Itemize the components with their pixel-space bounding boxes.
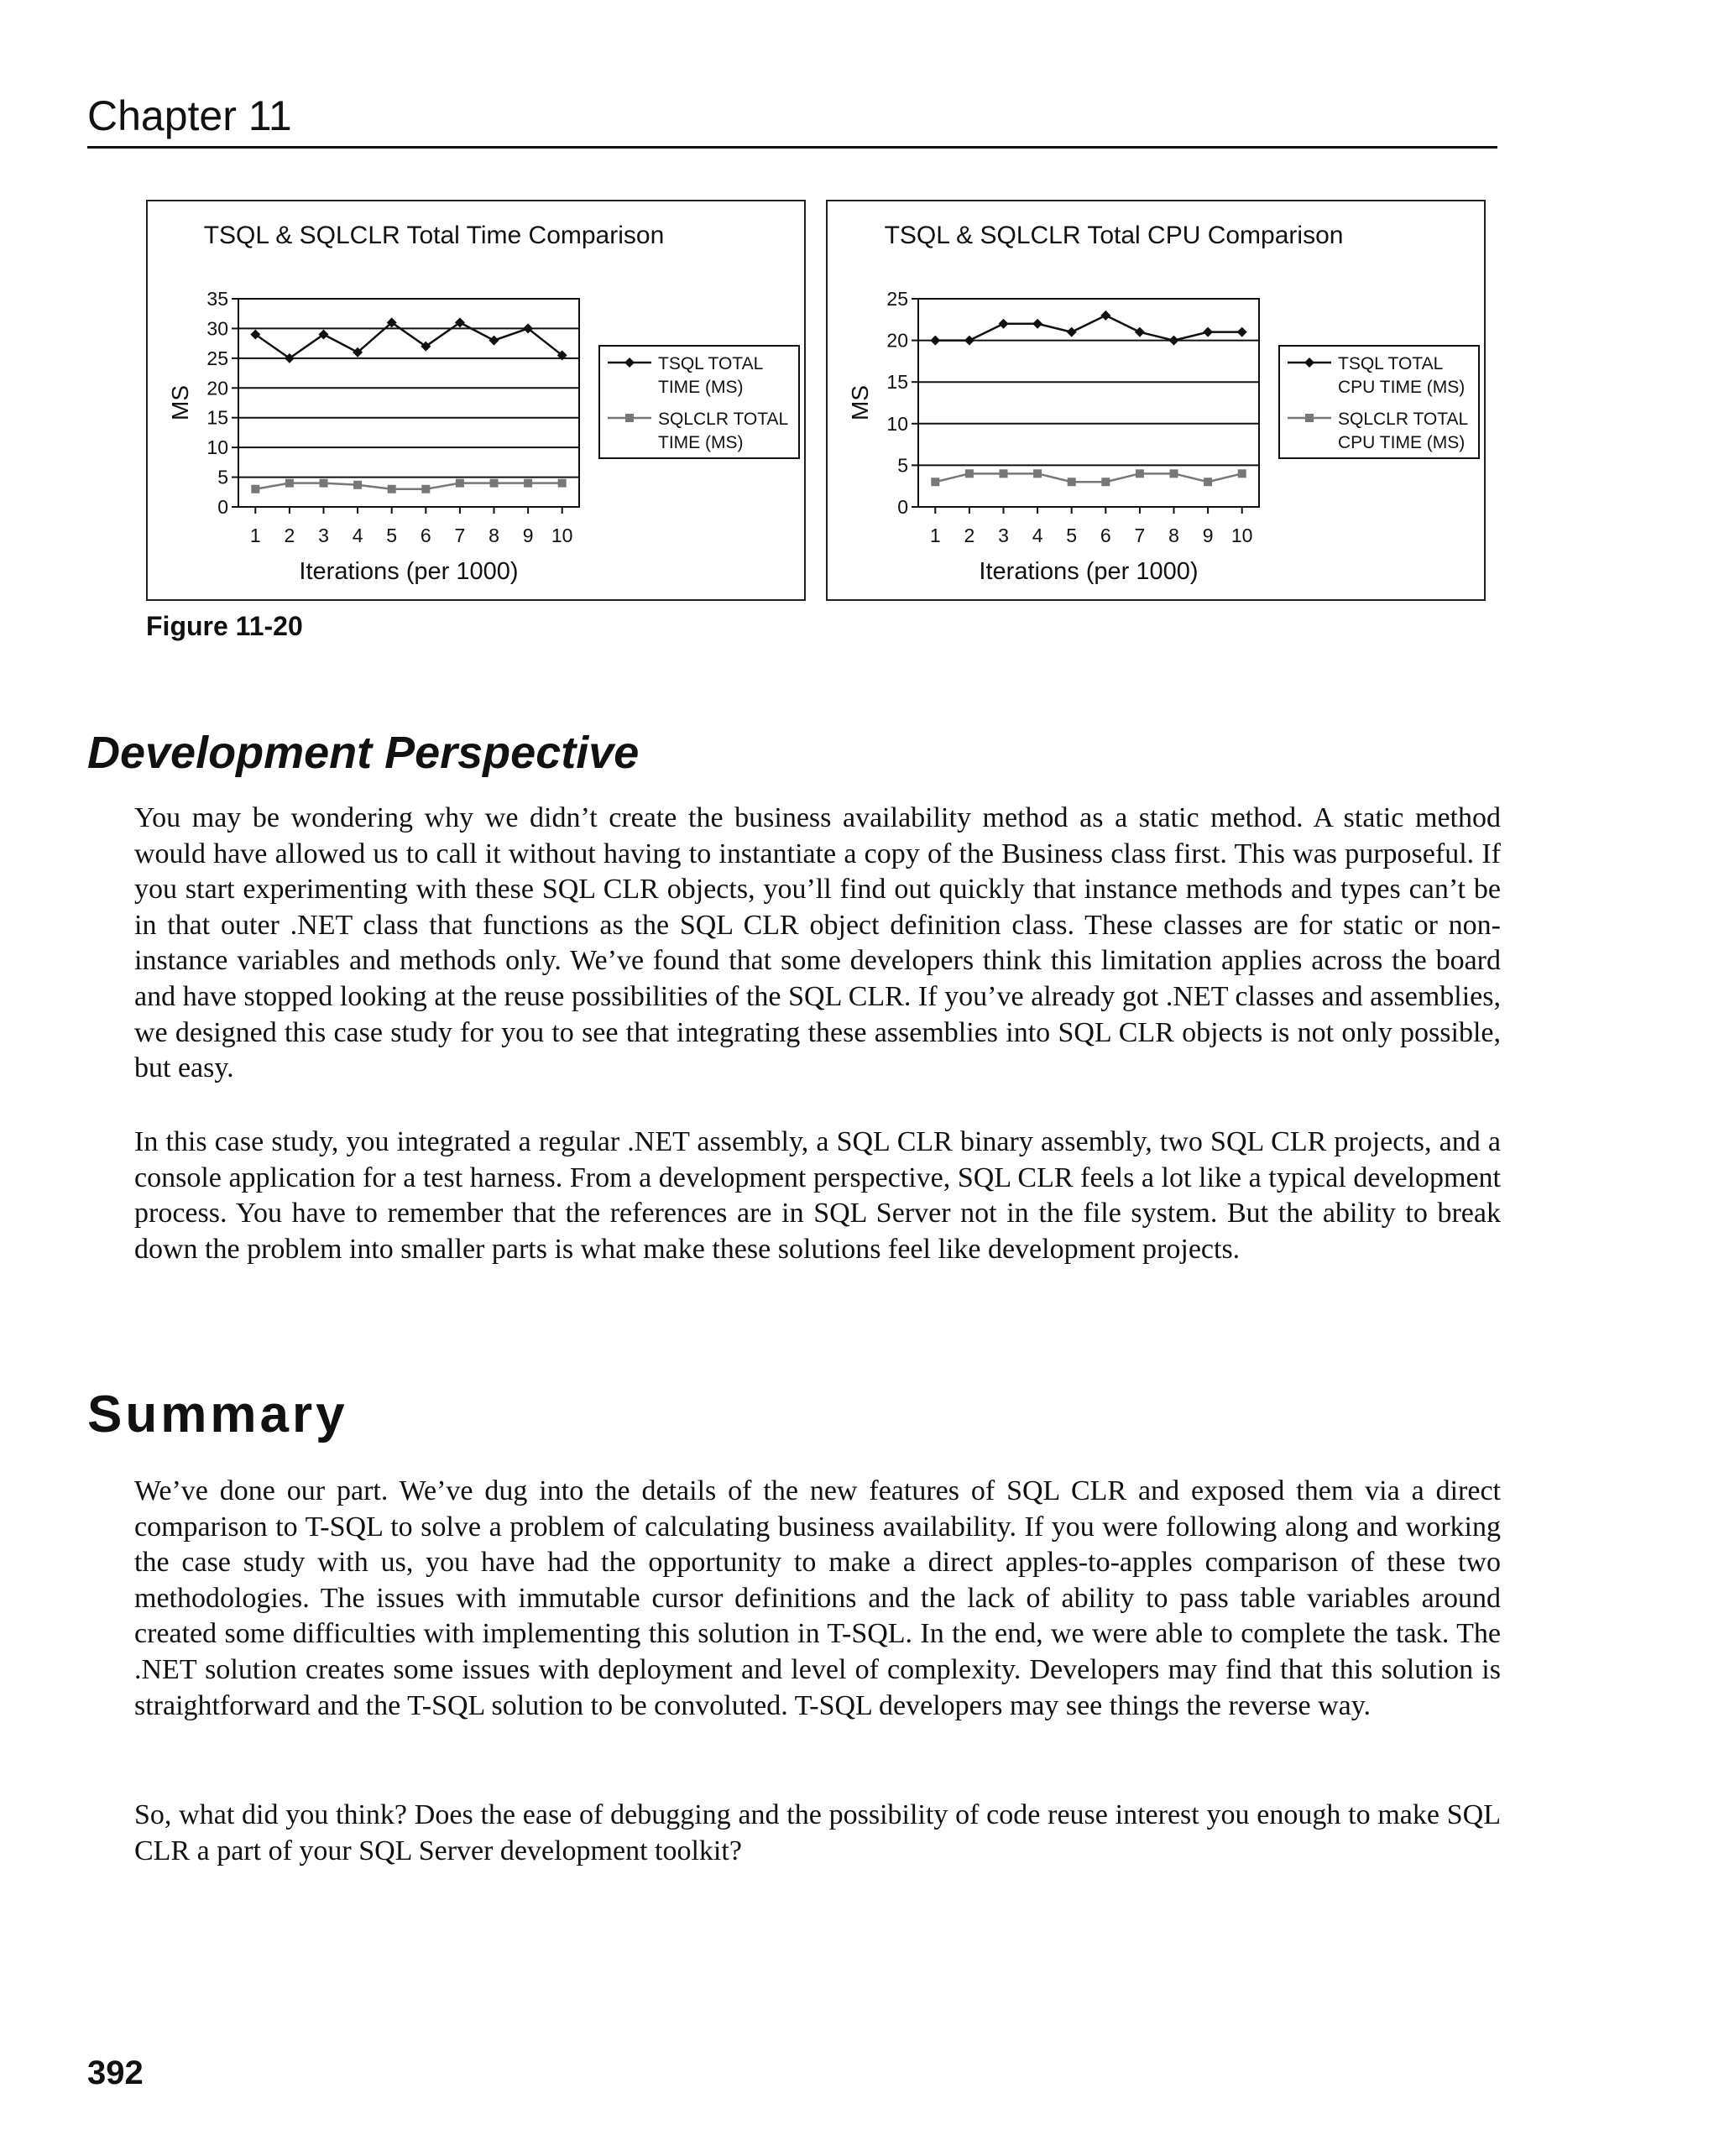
y-tick-label-1-3: 15 (886, 371, 908, 394)
data-point-0-1-3 (353, 481, 362, 489)
x-tick-label-0-3: 4 (352, 525, 363, 546)
section-heading-summary: Summary (87, 1386, 348, 1443)
section-heading-development: Development Perspective (87, 728, 640, 778)
data-point-1-0-3 (1032, 319, 1042, 329)
chapter-header: Chapter 11 (87, 91, 1497, 149)
data-point-1-0-4 (1067, 327, 1077, 337)
x-axis-label-0: Iterations (per 1000) (299, 558, 519, 585)
data-point-0-1-6 (456, 479, 464, 488)
x-tick-label-0-5: 6 (420, 525, 431, 546)
data-point-1-0-1 (964, 336, 974, 346)
x-tick-label-0-1: 2 (284, 525, 295, 546)
x-tick-label-1-1: 2 (964, 525, 975, 546)
chart-title-1: TSQL & SQLCLR Total CPU Comparison (884, 222, 1344, 249)
x-tick-label-1-5: 6 (1100, 525, 1111, 546)
legend-label-0-1-1: TIME (MS) (658, 433, 744, 452)
data-point-1-0-7 (1169, 336, 1179, 346)
y-tick-label-1-1: 5 (897, 454, 908, 477)
data-point-1-1-9 (1238, 469, 1246, 478)
y-tick-label-1-0: 0 (897, 496, 908, 518)
paragraph-development-1: You may be wondering why we didn’t create the business availability method as a static method. A static method would have allowed us to call it without having to instantiate a copy of the Business class first. This was purposeful. If you start experimenting with these SQL CLR objects, you’ll find out quickly that instance methods and types can’t be in that outer .NET class that functions as the SQL CLR object definition class. These classes are for static or non-instance variables and methods only. We’ve found that some developers think this limitation applies across the board and have stopped looking at the reuse possibilities of the SQL CLR. If you’ve already got .NET classes and assemblies, we designed this case study for you to see that integrating these assemblies into SQL CLR objects is not only possible, but easy. (134, 802, 1501, 1084)
series-line-1-0 (935, 316, 1241, 341)
x-axis-label-1: Iterations (per 1000) (979, 558, 1199, 585)
legend-marker-1-1 (1305, 414, 1314, 422)
data-point-0-0-7 (489, 336, 499, 346)
x-tick-label-1-2: 3 (998, 525, 1009, 546)
x-tick-label-1-3: 4 (1032, 525, 1043, 546)
y-tick-label-1-4: 20 (886, 329, 908, 352)
data-point-0-1-0 (251, 485, 259, 493)
y-tick-label-0-7: 35 (206, 288, 228, 310)
y-tick-label-0-6: 30 (206, 317, 228, 340)
legend-label-1-0-1: CPU TIME (MS) (1338, 378, 1466, 397)
y-tick-label-0-4: 20 (206, 377, 228, 399)
series-line-1-1 (935, 473, 1241, 482)
data-point-1-1-4 (1068, 478, 1076, 486)
x-tick-label-0-9: 10 (551, 525, 573, 546)
x-tick-label-1-6: 7 (1134, 525, 1146, 546)
x-tick-label-1-4: 5 (1066, 525, 1078, 546)
x-tick-label-0-0: 1 (249, 525, 261, 546)
x-tick-label-1-9: 10 (1230, 525, 1253, 546)
x-tick-label-1-7: 8 (1168, 525, 1179, 546)
y-tick-label-1-2: 10 (886, 412, 908, 435)
data-point-0-1-1 (285, 479, 294, 488)
x-tick-label-0-2: 3 (318, 525, 329, 546)
y-axis-label-0: MS (167, 385, 193, 420)
x-tick-label-0-4: 5 (386, 525, 398, 546)
paragraph-summary-2: So, what did you think? Does the ease of debugging and the possibility of code reuse interest you enough to make SQL CLR a part of your SQL Server development toolkit? (134, 1799, 1501, 1866)
paragraph-development-2: In this case study, you integrated a regular .NET assembly, a SQL CLR binary assembly, two SQL CLR projects, and a console application for a test harness. From a development perspective, SQL CLR feels a lot like a typical development process. You have to remember that the references are in SQL Server not in the file system. But the ability to break down the problem into smaller parts is what make these solutions feel like development projects. (134, 1126, 1501, 1265)
y-tick-label-0-5: 25 (206, 347, 228, 369)
data-point-1-1-2 (1000, 469, 1008, 478)
y-tick-label-1-5: 25 (886, 288, 908, 310)
data-point-1-0-5 (1100, 311, 1110, 321)
legend-label-1-1-0: SQLCLR TOTAL (1338, 410, 1469, 429)
x-tick-label-0-7: 8 (489, 525, 499, 546)
y-tick-label-0-1: 5 (217, 466, 228, 488)
data-point-0-1-7 (490, 479, 499, 488)
data-point-0-1-5 (421, 485, 430, 493)
x-tick-label-0-8: 9 (522, 525, 534, 546)
y-tick-label-0-0: 0 (217, 496, 228, 518)
data-point-1-1-0 (931, 478, 939, 486)
data-point-1-0-9 (1237, 327, 1247, 337)
figure-caption: Figure 11-20 (146, 611, 303, 641)
chart-svg-total-time (148, 201, 807, 603)
data-point-1-1-8 (1204, 478, 1212, 486)
y-tick-label-0-2: 10 (206, 436, 228, 459)
chart-svg-total-cpu (828, 201, 1487, 603)
data-point-1-1-1 (965, 469, 974, 478)
x-tick-label-0-6: 7 (454, 525, 466, 546)
data-point-1-1-7 (1170, 469, 1178, 478)
data-point-1-0-2 (999, 319, 1009, 329)
data-point-1-0-8 (1203, 327, 1213, 337)
chart-total-cpu (826, 200, 1486, 601)
legend-label-1-0-0: TSQL TOTAL (1338, 354, 1444, 373)
data-point-0-1-9 (558, 479, 567, 488)
paragraph-summary-1: We’ve done our part. We’ve dug into the details of the new features of SQL CLR and exposed them via a direct comparison to T-SQL to solve a problem of calculating business availability. If you were following along and working the case study with us, you have had the opportunity to make a direct apples-to-apples comparison of these two methodologies. The issues with immutable cursor definitions and the lack of ability to pass table variables around created some difficulties with implementing this solution in T-SQL. In the end, we were able to complete the task. The .NET solution creates some issues with deployment and level of complexity. Developers may find that this solution is straightforward and the T-SQL solution to be convoluted. T-SQL developers may see things the reverse way. (134, 1475, 1501, 1721)
data-point-0-1-2 (320, 479, 328, 488)
legend-label-0-1-0: SQLCLR TOTAL (658, 410, 789, 429)
legend-label-1-1-1: CPU TIME (MS) (1338, 433, 1466, 452)
y-axis-label-1: MS (847, 385, 873, 420)
data-point-1-1-6 (1136, 469, 1144, 478)
data-point-1-0-0 (930, 336, 940, 346)
data-point-0-1-4 (388, 485, 396, 493)
x-tick-label-1-8: 9 (1202, 525, 1214, 546)
data-point-0-1-8 (524, 479, 532, 488)
page-number: 392 (87, 2054, 144, 2091)
data-point-1-0-6 (1135, 327, 1145, 337)
series-line-0-1 (255, 483, 562, 489)
chart-total-time (146, 200, 806, 601)
legend-label-0-0-1: TIME (MS) (658, 378, 744, 397)
data-point-1-1-3 (1033, 469, 1042, 478)
data-point-1-1-5 (1101, 478, 1110, 486)
y-tick-label-0-3: 15 (206, 406, 228, 429)
chart-title-0: TSQL & SQLCLR Total Time Comparison (203, 222, 665, 249)
legend-marker-0-1 (625, 414, 634, 422)
x-tick-label-1-0: 1 (929, 525, 941, 546)
legend-label-0-0-0: TSQL TOTAL (658, 354, 764, 373)
